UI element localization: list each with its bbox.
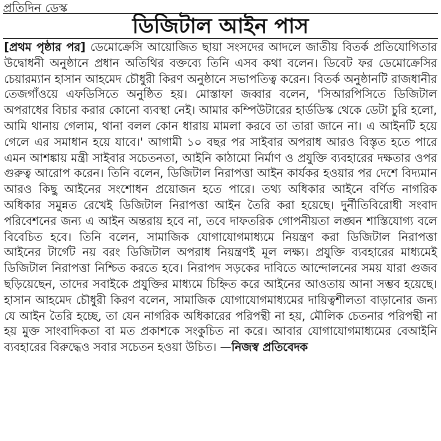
headline-rule bbox=[3, 13, 438, 39]
article-byline: নিজস্ব প্রতিবেদক bbox=[231, 340, 308, 355]
continued-from-label: [প্রথম পৃষ্ঠার পর] bbox=[4, 40, 86, 54]
article-body bbox=[4, 40, 437, 356]
article-text: ডেমোক্রেসি আয়োজিত ছায়া সংসদের আদলে জাতীয় বিতর্ক প্রতিযোগিতার উদ্বোধনী অনুষ্ঠানে প্রধান অতিথির বক্তব্যে তিনি এসব কথা বলেন। ডিবেট ফর ডেমোক্রেসির চেয়ারম্যান হাসান আহমেদ চৌধুরী কিরণ অনুষ্ঠানে সভাপতিত্ব করেন। বিতর্ক অনুষ্ঠানটি রাজধানীর তেজগাঁওয়ে এফডিসিতে অনুষ্ঠিত হয়। মোস্তাফা জব্বার বলেন, 'সিআরপিসিতে ডিজিটাল অপরাধের বিচার করার কোনো ব্যবস্থা নেই। আমার কম্পিউটারের হার্ডডিস্ক থেকে ডেটা চুরি হলো, আমি থানায় গেলাম, থানা বলল কোন ধারায় মামলা করবে তা তারা জানে না। এ আইনটি হয়ে গেলে এর সমাধান হয়ে যাবে।' আগামী ১০ বছর পর সাইবার অপরাধ আরও বিস্তৃত হতে পারে এমন আশঙ্কায় মন্ত্রী সাইবার সচেতনতা, আইনি কাঠামো নির্মাণ ও প্রযুক্তি ব্যবহারের দক্ষতার ওপর গুরুত্ব আরোপ করেন। তিনি বলেন, ডিজিটাল নিরাপত্তা আইন কার্যকর হওয়ার পর দেশে বিদ্যমান আরও কিছু আইনের সংশোধন প্রয়োজন হতে পারে। তথ্য অধিকার আইনে বর্ণিত নাগরিক অধিকার সমুন্নত রেখেই ডিজিটাল নিরাপত্তা আইন তৈরি করা হয়েছে। দুর্নীতিবিরোধী সংবাদ পরিবেশনের জন্য এ আইন অন্তরায় হবে না, তবে দাফতরিক গোপনীয়তা লঙ্ঘন শাস্তিযোগ্য বলে বিবেচিত হবে। তিনি বলেন, সামাজিক যোগাযোগমাধ্যমে নিয়ন্ত্রণ করা ডিজিটাল নিরাপত্তা আইনের টার্গেট নয় বরং ডিজিটাল অপরাধ নিয়ন্ত্রণই মূল লক্ষ্য। প্রযুক্তি ব্যবহারের মাধ্যমেই ডিজিটাল নিরাপত্তা নিশ্চিত করতে হবে। নিরাপদ সড়কের দাবিতে আন্দোলনের সময় যারা গুজব ছড়িয়েছেন, তাদের সবাইকে প্রযুক্তির মাধ্যমে চিহ্নিত করে আইনের আওতায় আনা সম্ভব হয়েছে। হাসান আহমেদ চৌধুরী কিরণ বলেন, সামাজিক যোগাযোগমাধ্যমের দায়িত্বশীলতা বাড়ানোর জন্য যে আইন তৈরি হচ্ছে, তা যেন নাগরিক অধিকারের পরিপন্থী না হয়, মৌলিক চেতনার পরিপন্থী না হয় মুক্ত সাংবাদিকতা বা মত প্রকাশকে সংকুচিত না করে। আবার যোগাযোগমাধ্যমের বেআইনি ব্যবহারের বিরুদ্ধেও সবার সচেতন হওয়া উচিত। — bbox=[4, 40, 437, 355]
section-label: প্রতিদিন ডেস্ক bbox=[3, 1, 68, 15]
article-headline: ডিজিটাল আইন পাস bbox=[132, 14, 309, 38]
